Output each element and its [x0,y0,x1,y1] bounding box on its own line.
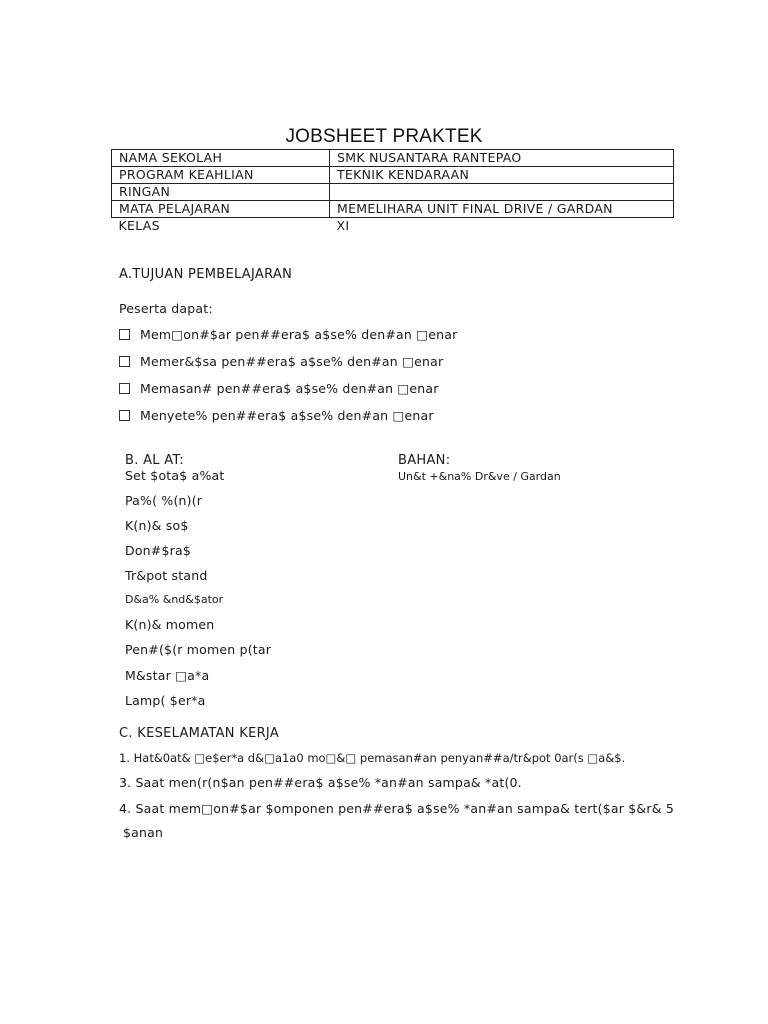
section-c-heading: C. KESELAMATAN KERJA [119,726,280,741]
info-value: SMK NUSANTARA RANTEPAO [330,150,674,167]
safety-item: 4. Saat mem□on#$ar $omponen pen##era$ a$se% *an#an sampa& tert($ar $&r& 5 [119,801,674,816]
info-table [111,149,674,234]
info-label: PROGRAM KEAHLIAN [112,167,330,184]
page-title: JOBSHEET PRAKTEK [285,126,483,147]
alat-item: Pa%( %(n)(r [125,493,203,508]
checkbox-icon [119,329,130,340]
safety-item-continuation: $anan [123,825,164,840]
info-value [330,184,674,201]
alat-item: K(n)& momen [125,617,215,632]
checkbox-icon [119,383,130,394]
alat-item: D&a% &nd&$ator [125,593,224,606]
checkbox-icon [119,356,130,367]
alat-item: Lamp( $er*a [125,693,206,708]
info-row-class [112,218,674,235]
alat-item: Pen#($(r momen p(tar [125,642,272,657]
section-a-heading: A.TUJUAN PEMBELAJARAN [119,267,293,282]
info-label: RINGAN [112,184,330,201]
info-label: NAMA SEKOLAH [112,150,330,167]
info-row-ringan [112,184,674,201]
alat-item: M&star □a*a [125,668,210,683]
info-value: MEMELIHARA UNIT FINAL DRIVE / GARDAN [330,201,674,218]
info-row-program [112,167,674,184]
alat-item: K(n)& so$ [125,518,189,533]
info-row-school [112,150,674,167]
checkbox-icon [119,410,130,421]
objective-item: Menyete% pen##era$ a$se% den#an □enar [119,408,434,423]
objective-item: Memer&$sa pen##era$ a$se% den#an □enar [119,354,443,369]
objective-item: Memasan# pen##era$ a$se% den#an □enar [119,381,439,396]
alat-item: Set $ota$ a%at [125,468,225,483]
info-label: MATA PELAJARAN [112,201,330,218]
section-a-intro: Peserta dapat: [119,301,213,316]
safety-item: 3. Saat men(r(n$an pen##era$ a$se% *an#an sampa& *at(0. [119,775,522,790]
info-value: TEKNIK KENDARAAN [330,167,674,184]
safety-item: 1. Hat&0at& □e$er*a d&□a1a0 mo□&□ pemasan#an penyan##a/tr&pot 0ar(s □a&$. [119,751,626,765]
info-value: XI [336,218,350,233]
objective-item: Mem□on#$ar pen##era$ a$se% den#an □enar [119,327,457,342]
info-label: KELAS [118,218,160,233]
alat-item: Don#$ra$ [125,543,191,558]
bahan-heading: BAHAN: [398,453,451,468]
bahan-item: Un&t +&na% Dr&ve / Gardan [398,470,561,483]
info-row-subject [112,201,674,218]
alat-heading: B. AL AT: [125,453,184,468]
alat-item: Tr&pot stand [125,568,208,583]
